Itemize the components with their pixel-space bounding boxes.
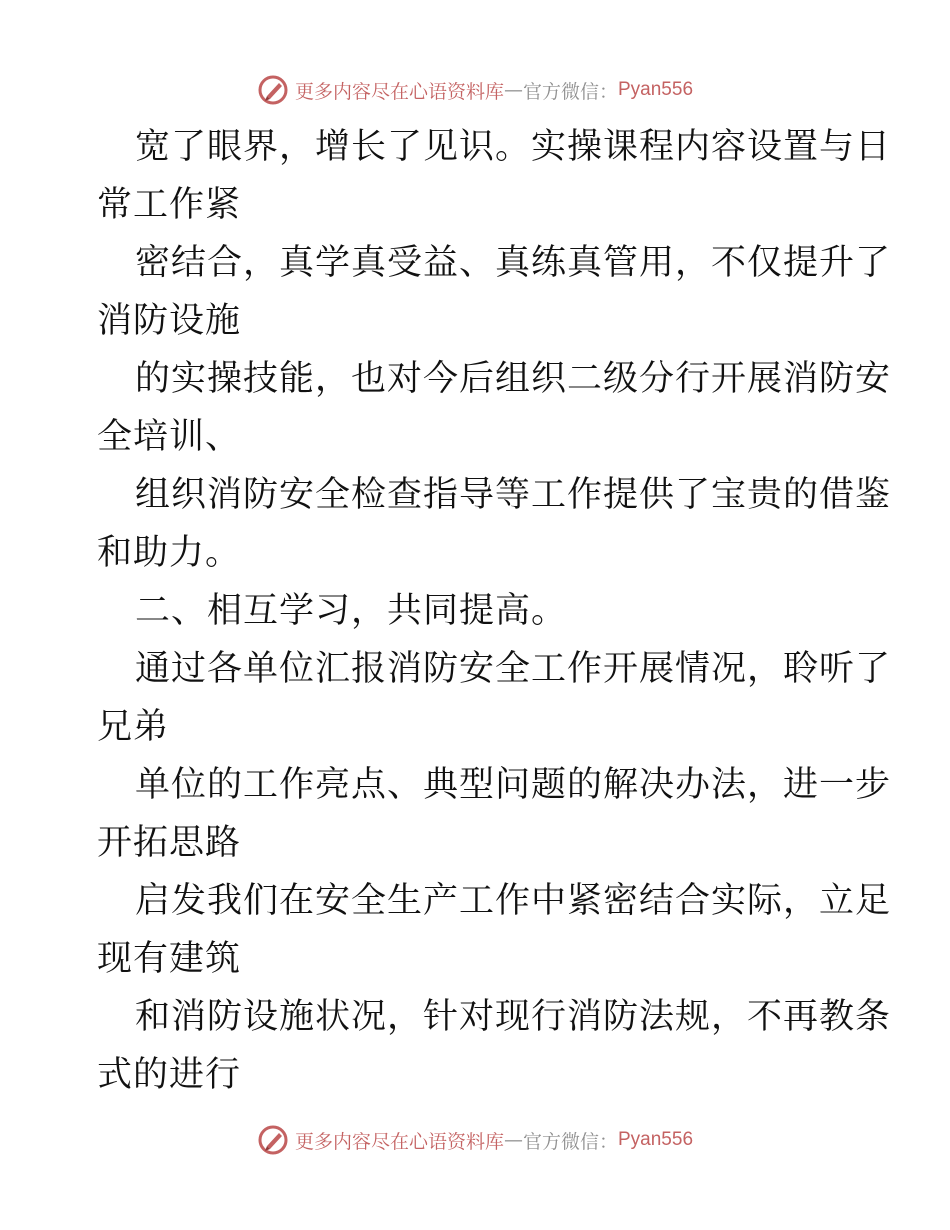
body-line: 常工作紧: [97, 185, 242, 225]
document-body: [97, 118, 892, 1104]
body-line: 开拓思路: [97, 823, 242, 863]
footer-separator: —: [503, 1129, 523, 1151]
body-line: 式的进行: [97, 1055, 242, 1095]
footer-wechat-label: 官方微信：: [522, 1130, 618, 1153]
body-line: 和助力。: [97, 533, 242, 573]
header-brand-text: 更多内容尽在心语资料库: [294, 80, 504, 103]
section-heading: 二、相互学习，共同提高。: [135, 591, 568, 631]
body-line: 的实操技能，也对今后组织二级分行开展消防安: [135, 359, 892, 399]
body-line: 宽了眼界，增长了见识。实操课程内容设置与日: [135, 127, 892, 167]
header-separator: —: [503, 79, 523, 101]
body-line: 兄弟: [97, 707, 170, 747]
footer-watermark: [0, 1120, 950, 1160]
pen-seal-logo-icon: [257, 74, 289, 106]
body-line: 和消防设施状况，针对现行消防法规，不再教条: [135, 997, 892, 1037]
footer-wechat-id: Pyan556: [618, 1129, 694, 1150]
body-line: 密结合，真学真受益、真练真管用，不仅提升了: [135, 243, 892, 283]
body-line: 启发我们在安全生产工作中紧密结合实际，立足: [135, 881, 892, 921]
body-line: 现有建筑: [97, 939, 242, 979]
footer-brand-text: 更多内容尽在心语资料库: [294, 1130, 504, 1153]
pen-seal-logo-icon: [257, 1124, 289, 1156]
header-wechat-id: Pyan556: [618, 79, 694, 100]
body-line: 消防设施: [97, 301, 242, 341]
body-line: 单位的工作亮点、典型问题的解决办法，进一步: [135, 765, 892, 805]
body-line: 通过各单位汇报消防安全工作开展情况，聆听了: [135, 649, 892, 689]
body-line: 组织消防安全检查指导等工作提供了宝贵的借鉴: [135, 475, 892, 515]
body-line: 全培训、: [97, 417, 242, 457]
header-wechat-label: 官方微信：: [522, 80, 618, 103]
header-watermark: [0, 70, 950, 110]
